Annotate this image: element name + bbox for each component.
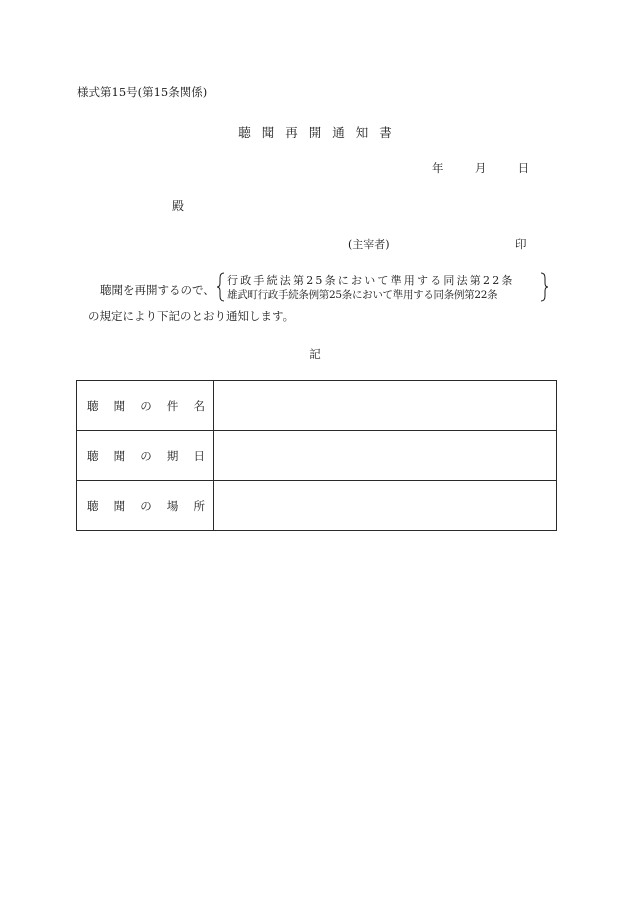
row-label-char: 聴 [87,498,99,513]
table-row [77,381,557,431]
law-option-bracket [217,272,548,302]
form-number: 様式第15号(第15条関係) [77,85,208,99]
row-label-char: 期 [166,448,179,463]
date-day-label: 日 [517,161,530,175]
document-title: 聴聞再開通知書 [238,125,403,140]
row-label-char: 聞 [113,448,126,463]
date-year-label: 年 [432,161,444,175]
body-lead-text: 聴聞を再開するので、 [100,283,215,297]
note-heading: 記 [309,347,321,361]
row-label-char: 聞 [113,498,126,513]
row-label [77,448,213,464]
law-option-1: 行政手続法第25条において準用する同法第22条 [227,274,515,287]
law-option-2: 雄武町行政手続条例第25条において準用する同条例第22条 [227,289,498,301]
row-label [77,398,213,414]
row-label-char: 件 [166,398,179,413]
row-value-cell[interactable] [214,381,557,431]
row-value-cell[interactable] [214,431,557,481]
row-label-char: 日 [193,448,205,463]
row-label-cell [77,381,214,431]
table-row [77,431,557,481]
row-label-char: 場 [166,498,179,513]
row-label-char: の [140,448,152,463]
row-label-char: の [140,398,152,413]
seal-label: 印 [515,237,527,251]
host-label: (主宰者) [348,238,390,251]
addressee-suffix: 殿 [172,199,185,213]
date-month-label: 月 [474,161,487,175]
row-label [77,498,213,514]
row-label-cell [77,431,214,481]
date-line [432,160,529,176]
row-label-char: 聴 [87,398,99,413]
row-value-cell[interactable] [214,481,557,531]
row-label-char: 聴 [87,448,99,463]
row-label-char: 所 [193,498,205,513]
row-label-char: 聞 [113,398,126,413]
row-label-char: の [140,498,152,513]
row-label-cell [77,481,214,531]
table-row [77,481,557,531]
row-label-char: 名 [193,398,205,413]
body-tail-text: の規定により下記のとおり通知します。 [88,309,295,323]
hearing-info-table [76,380,557,531]
